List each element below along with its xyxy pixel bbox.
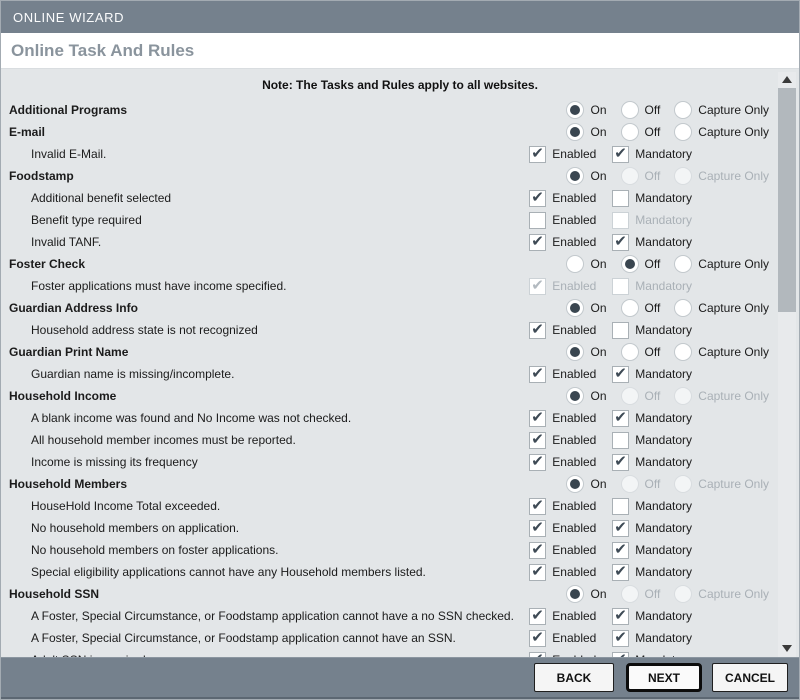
category-row xyxy=(1,473,799,495)
radio-off[interactable] xyxy=(621,101,661,119)
mandatory-label: Mandatory xyxy=(635,279,692,293)
checkbox-group xyxy=(529,212,692,229)
checkbox-group xyxy=(529,432,692,449)
radio-on[interactable] xyxy=(566,475,606,493)
radio-button-icon[interactable] xyxy=(674,299,692,317)
rule-label: A blank income was found and No Income was not checked. xyxy=(31,411,352,425)
radio-label: Off xyxy=(644,257,661,271)
enabled-option[interactable] xyxy=(529,234,599,251)
rule-label: Household address state is not recognized xyxy=(31,323,258,337)
category-row xyxy=(1,121,799,143)
rule-label: Special eligibility applications cannot have any Household members listed. xyxy=(31,565,426,579)
mandatory-label: Mandatory xyxy=(635,433,692,447)
enabled-label: Enabled xyxy=(552,213,597,227)
footer-bar xyxy=(1,657,799,699)
radio-label: On xyxy=(590,389,607,403)
rule-row xyxy=(1,495,799,517)
radio-capture-only[interactable] xyxy=(674,255,769,273)
radio-group xyxy=(566,387,769,405)
mandatory-checkbox[interactable] xyxy=(612,542,629,559)
cancel-button[interactable]: CANCEL xyxy=(712,663,788,692)
radio-label: On xyxy=(590,345,607,359)
radio-button-icon xyxy=(674,387,692,405)
radio-button-icon xyxy=(674,475,692,493)
rule-row xyxy=(1,209,799,231)
rule-label: Income is missing its frequency xyxy=(31,455,198,469)
mandatory-option[interactable] xyxy=(612,190,692,207)
checkbox-group xyxy=(529,278,692,295)
mandatory-label: Mandatory xyxy=(635,235,692,249)
radio-on[interactable] xyxy=(566,101,606,119)
radio-label: Off xyxy=(644,587,661,601)
enabled-option[interactable] xyxy=(529,190,599,207)
checkbox-group xyxy=(529,454,692,471)
triangle-down-icon xyxy=(782,645,792,652)
mandatory-option[interactable] xyxy=(612,630,692,647)
rule-label: No household members on foster applications. xyxy=(31,543,279,557)
radio-button-icon[interactable] xyxy=(621,101,639,119)
radio-off[interactable] xyxy=(621,255,661,273)
checkbox-group xyxy=(529,498,692,515)
radio-capture-only xyxy=(674,167,769,185)
enabled-checkbox[interactable] xyxy=(529,322,546,339)
titlebar xyxy=(1,1,799,33)
enabled-checkbox[interactable] xyxy=(529,498,546,515)
radio-group xyxy=(566,123,769,141)
rule-label: Invalid TANF. xyxy=(31,235,102,249)
mandatory-label: Mandatory xyxy=(635,147,692,161)
enabled-checkbox[interactable] xyxy=(529,520,546,537)
radio-on[interactable] xyxy=(566,343,606,361)
scroll-down-button[interactable] xyxy=(778,641,796,655)
category-row xyxy=(1,385,799,407)
radio-button-icon[interactable] xyxy=(621,299,639,317)
radio-on[interactable] xyxy=(566,123,606,141)
radio-capture-only xyxy=(674,585,769,603)
category-label: Household Income xyxy=(9,389,117,403)
enabled-label: Enabled xyxy=(552,191,597,205)
radio-label: On xyxy=(590,169,607,183)
mandatory-checkbox[interactable] xyxy=(612,410,629,427)
radio-button-icon[interactable] xyxy=(674,123,692,141)
radio-label: On xyxy=(590,477,607,491)
mandatory-checkbox[interactable] xyxy=(612,564,629,581)
radio-button-icon[interactable] xyxy=(621,123,639,141)
mandatory-option[interactable] xyxy=(612,366,692,383)
radio-label: Off xyxy=(644,301,661,315)
radio-button-icon[interactable] xyxy=(566,255,584,273)
scroll-up-button[interactable] xyxy=(778,72,796,86)
radio-label: Off xyxy=(644,345,661,359)
rule-label: Benefit type required xyxy=(31,213,142,227)
radio-label: Capture Only xyxy=(698,125,769,139)
rule-row xyxy=(1,275,799,297)
checkbox-group xyxy=(529,190,692,207)
mandatory-checkbox[interactable] xyxy=(612,432,629,449)
radio-button-icon[interactable] xyxy=(566,387,584,405)
radio-on[interactable] xyxy=(566,167,606,185)
radio-capture-only[interactable] xyxy=(674,343,769,361)
radio-capture-only[interactable] xyxy=(674,299,769,317)
enabled-checkbox[interactable] xyxy=(529,564,546,581)
checkbox-group xyxy=(529,322,692,339)
category-label: Additional Programs xyxy=(9,103,128,117)
next-button[interactable]: NEXT xyxy=(626,663,702,692)
enabled-option[interactable] xyxy=(529,498,599,515)
enabled-checkbox[interactable] xyxy=(529,630,546,647)
mandatory-option[interactable] xyxy=(612,146,692,163)
mandatory-option[interactable] xyxy=(612,542,692,559)
category-row xyxy=(1,297,799,319)
enabled-label: Enabled xyxy=(552,521,597,535)
rule-row xyxy=(1,187,799,209)
enabled-option[interactable] xyxy=(529,432,599,449)
enabled-checkbox[interactable] xyxy=(529,234,546,251)
radio-button-icon xyxy=(621,475,639,493)
mandatory-label: Mandatory xyxy=(635,411,692,425)
enabled-option[interactable] xyxy=(529,564,599,581)
checkbox-group xyxy=(529,146,692,163)
radio-off[interactable] xyxy=(621,343,661,361)
mandatory-label: Mandatory xyxy=(635,455,692,469)
rule-label: All household member incomes must be reported. xyxy=(31,433,296,447)
page-header xyxy=(1,33,799,69)
rule-label: A Foster, Special Circumstance, or Foodstamp application cannot have an SSN. xyxy=(31,631,456,645)
rule-row xyxy=(1,451,799,473)
mandatory-option[interactable] xyxy=(612,432,692,449)
mandatory-checkbox[interactable] xyxy=(612,608,629,625)
checkbox-group xyxy=(529,608,692,625)
enabled-label: Enabled xyxy=(552,367,597,381)
page-title: Online Task And Rules xyxy=(11,40,195,60)
rule-row xyxy=(1,627,799,649)
radio-label: Capture Only xyxy=(698,169,769,183)
mandatory-label: Mandatory xyxy=(635,367,692,381)
content-area xyxy=(1,69,799,658)
category-row xyxy=(1,165,799,187)
mandatory-checkbox[interactable] xyxy=(612,234,629,251)
window-title: ONLINE WIZARD xyxy=(13,9,125,25)
mandatory-checkbox[interactable] xyxy=(612,520,629,537)
radio-capture-only[interactable] xyxy=(674,123,769,141)
radio-label: Capture Only xyxy=(698,389,769,403)
category-row xyxy=(1,583,799,605)
rule-label: HouseHold Income Total exceeded. xyxy=(31,499,221,513)
category-label: Guardian Address Info xyxy=(9,301,138,315)
radio-label: Off xyxy=(644,389,661,403)
radio-on[interactable] xyxy=(566,585,606,603)
radio-group xyxy=(566,255,769,273)
enabled-option[interactable] xyxy=(529,608,599,625)
mandatory-checkbox[interactable] xyxy=(612,146,629,163)
enabled-option[interactable] xyxy=(529,520,599,537)
category-label: Household Members xyxy=(9,477,128,491)
mandatory-option[interactable] xyxy=(612,322,692,339)
enabled-option[interactable] xyxy=(529,542,599,559)
rule-label: Guardian name is missing/incomplete. xyxy=(31,367,235,381)
radio-label: Capture Only xyxy=(698,301,769,315)
mandatory-checkbox xyxy=(612,212,629,229)
enabled-checkbox[interactable] xyxy=(529,608,546,625)
enabled-label: Enabled xyxy=(552,279,597,293)
radio-group xyxy=(566,343,769,361)
mandatory-label: Mandatory xyxy=(635,191,692,205)
enabled-option[interactable] xyxy=(529,366,599,383)
checkbox-group xyxy=(529,410,692,427)
mandatory-option[interactable] xyxy=(612,498,692,515)
radio-button-icon[interactable] xyxy=(566,343,584,361)
radio-capture-only xyxy=(674,387,769,405)
radio-button-icon xyxy=(674,585,692,603)
mandatory-option[interactable] xyxy=(612,234,692,251)
radio-label: Off xyxy=(644,477,661,491)
category-label: Foster Check xyxy=(9,257,86,271)
radio-group xyxy=(566,167,769,185)
mandatory-label: Mandatory xyxy=(635,609,692,623)
mandatory-label: Mandatory xyxy=(635,631,692,645)
rule-row xyxy=(1,231,799,253)
radio-button-icon[interactable] xyxy=(674,343,692,361)
radio-label: Capture Only xyxy=(698,345,769,359)
enabled-label: Enabled xyxy=(552,411,597,425)
enabled-option[interactable] xyxy=(529,146,599,163)
mandatory-option[interactable] xyxy=(612,410,692,427)
enabled-label: Enabled xyxy=(552,147,597,161)
rule-row xyxy=(1,517,799,539)
radio-group xyxy=(566,299,769,317)
radio-off xyxy=(621,167,661,185)
radio-label: Capture Only xyxy=(698,257,769,271)
radio-button-icon[interactable] xyxy=(621,343,639,361)
rule-row xyxy=(1,363,799,385)
category-label: Guardian Print Name xyxy=(9,345,129,359)
mandatory-checkbox[interactable] xyxy=(612,454,629,471)
category-row xyxy=(1,253,799,275)
radio-label: On xyxy=(590,257,607,271)
mandatory-checkbox xyxy=(612,278,629,295)
scroll-thumb[interactable] xyxy=(778,88,796,312)
category-row xyxy=(1,99,799,121)
checkbox-group xyxy=(529,564,692,581)
mandatory-option[interactable] xyxy=(612,520,692,537)
radio-off xyxy=(621,585,661,603)
rule-row xyxy=(1,143,799,165)
mandatory-checkbox[interactable] xyxy=(612,190,629,207)
radio-button-icon[interactable] xyxy=(566,585,584,603)
rule-label: No household members on application. xyxy=(31,521,240,535)
radio-button-icon[interactable] xyxy=(566,167,584,185)
enabled-checkbox[interactable] xyxy=(529,366,546,383)
rule-row xyxy=(1,539,799,561)
enabled-label: Enabled xyxy=(552,631,597,645)
enabled-checkbox xyxy=(529,278,546,295)
radio-label: Capture Only xyxy=(698,103,769,117)
enabled-label: Enabled xyxy=(552,565,597,579)
mandatory-label: Mandatory xyxy=(635,521,692,535)
radio-on[interactable] xyxy=(566,387,606,405)
category-label: E-mail xyxy=(9,125,46,139)
enabled-option[interactable] xyxy=(529,630,599,647)
rule-label: A Foster, Special Circumstance, or Foodstamp application cannot have a no SSN checked. xyxy=(31,609,514,623)
enabled-option[interactable] xyxy=(529,212,599,229)
rule-row xyxy=(1,407,799,429)
radio-on[interactable] xyxy=(566,255,606,273)
checkbox-group xyxy=(529,630,692,647)
radio-group xyxy=(566,475,769,493)
radio-off xyxy=(621,387,661,405)
category-label: Household SSN xyxy=(9,587,100,601)
rule-label: Additional benefit selected xyxy=(31,191,172,205)
enabled-checkbox[interactable] xyxy=(529,454,546,471)
radio-button-icon xyxy=(621,585,639,603)
radio-button-icon[interactable] xyxy=(674,255,692,273)
radio-label: Capture Only xyxy=(698,477,769,491)
radio-label: Off xyxy=(644,103,661,117)
radio-capture-only xyxy=(674,475,769,493)
note-text: Note: The Tasks and Rules apply to all websites. xyxy=(262,78,538,92)
mandatory-checkbox[interactable] xyxy=(612,630,629,647)
enabled-label: Enabled xyxy=(552,455,597,469)
mandatory-label: Mandatory xyxy=(635,565,692,579)
enabled-label: Enabled xyxy=(552,433,597,447)
mandatory-checkbox[interactable] xyxy=(612,498,629,515)
mandatory-option[interactable] xyxy=(612,608,692,625)
checkbox-group xyxy=(529,366,692,383)
enabled-option[interactable] xyxy=(529,454,599,471)
mandatory-label: Mandatory xyxy=(635,499,692,513)
enabled-checkbox[interactable] xyxy=(529,212,546,229)
radio-capture-only[interactable] xyxy=(674,101,769,119)
radio-label: On xyxy=(590,103,607,117)
radio-off xyxy=(621,475,661,493)
radio-label: On xyxy=(590,301,607,315)
scrollbar[interactable] xyxy=(778,72,796,658)
triangle-up-icon xyxy=(782,76,792,83)
mandatory-option xyxy=(612,212,692,229)
category-label: Foodstamp xyxy=(9,169,74,183)
checkbox-group xyxy=(529,234,692,251)
radio-on[interactable] xyxy=(566,299,606,317)
radio-button-icon xyxy=(674,167,692,185)
radio-button-icon xyxy=(621,387,639,405)
enabled-label: Enabled xyxy=(552,543,597,557)
radio-button-icon[interactable] xyxy=(566,299,584,317)
radio-button-icon[interactable] xyxy=(621,255,639,273)
mandatory-checkbox[interactable] xyxy=(612,322,629,339)
enabled-option[interactable] xyxy=(529,322,599,339)
mandatory-option[interactable] xyxy=(612,454,692,471)
rule-label: Foster applications must have income specified. xyxy=(31,279,287,293)
radio-button-icon xyxy=(621,167,639,185)
enabled-checkbox[interactable] xyxy=(529,542,546,559)
radio-off[interactable] xyxy=(621,299,661,317)
rule-label: Invalid E-Mail. xyxy=(31,147,107,161)
enabled-label: Enabled xyxy=(552,235,597,249)
rule-row xyxy=(1,319,799,341)
radio-label: Off xyxy=(644,169,661,183)
radio-label: On xyxy=(590,125,607,139)
enabled-label: Enabled xyxy=(552,609,597,623)
radio-label: Capture Only xyxy=(698,587,769,601)
mandatory-label: Mandatory xyxy=(635,323,692,337)
back-button[interactable]: BACK xyxy=(534,663,614,692)
radio-button-icon[interactable] xyxy=(566,475,584,493)
rule-row xyxy=(1,605,799,627)
checkbox-group xyxy=(529,520,692,537)
radio-label: Off xyxy=(644,125,661,139)
mandatory-checkbox[interactable] xyxy=(612,366,629,383)
enabled-checkbox[interactable] xyxy=(529,410,546,427)
radio-button-icon[interactable] xyxy=(566,123,584,141)
enabled-label: Enabled xyxy=(552,499,597,513)
enabled-checkbox[interactable] xyxy=(529,190,546,207)
mandatory-label: Mandatory xyxy=(635,543,692,557)
radio-button-icon[interactable] xyxy=(566,101,584,119)
radio-off[interactable] xyxy=(621,123,661,141)
mandatory-option xyxy=(612,278,692,295)
mandatory-option[interactable] xyxy=(612,564,692,581)
category-row xyxy=(1,341,799,363)
radio-group xyxy=(566,585,769,603)
enabled-label: Enabled xyxy=(552,323,597,337)
enabled-option xyxy=(529,278,599,295)
rules-list xyxy=(1,99,799,671)
radio-group xyxy=(566,101,769,119)
rule-row xyxy=(1,429,799,451)
enabled-option[interactable] xyxy=(529,410,599,427)
mandatory-label: Mandatory xyxy=(635,213,692,227)
radio-button-icon[interactable] xyxy=(674,101,692,119)
enabled-checkbox[interactable] xyxy=(529,432,546,449)
rule-row xyxy=(1,561,799,583)
enabled-checkbox[interactable] xyxy=(529,146,546,163)
checkbox-group xyxy=(529,542,692,559)
radio-label: On xyxy=(590,587,607,601)
